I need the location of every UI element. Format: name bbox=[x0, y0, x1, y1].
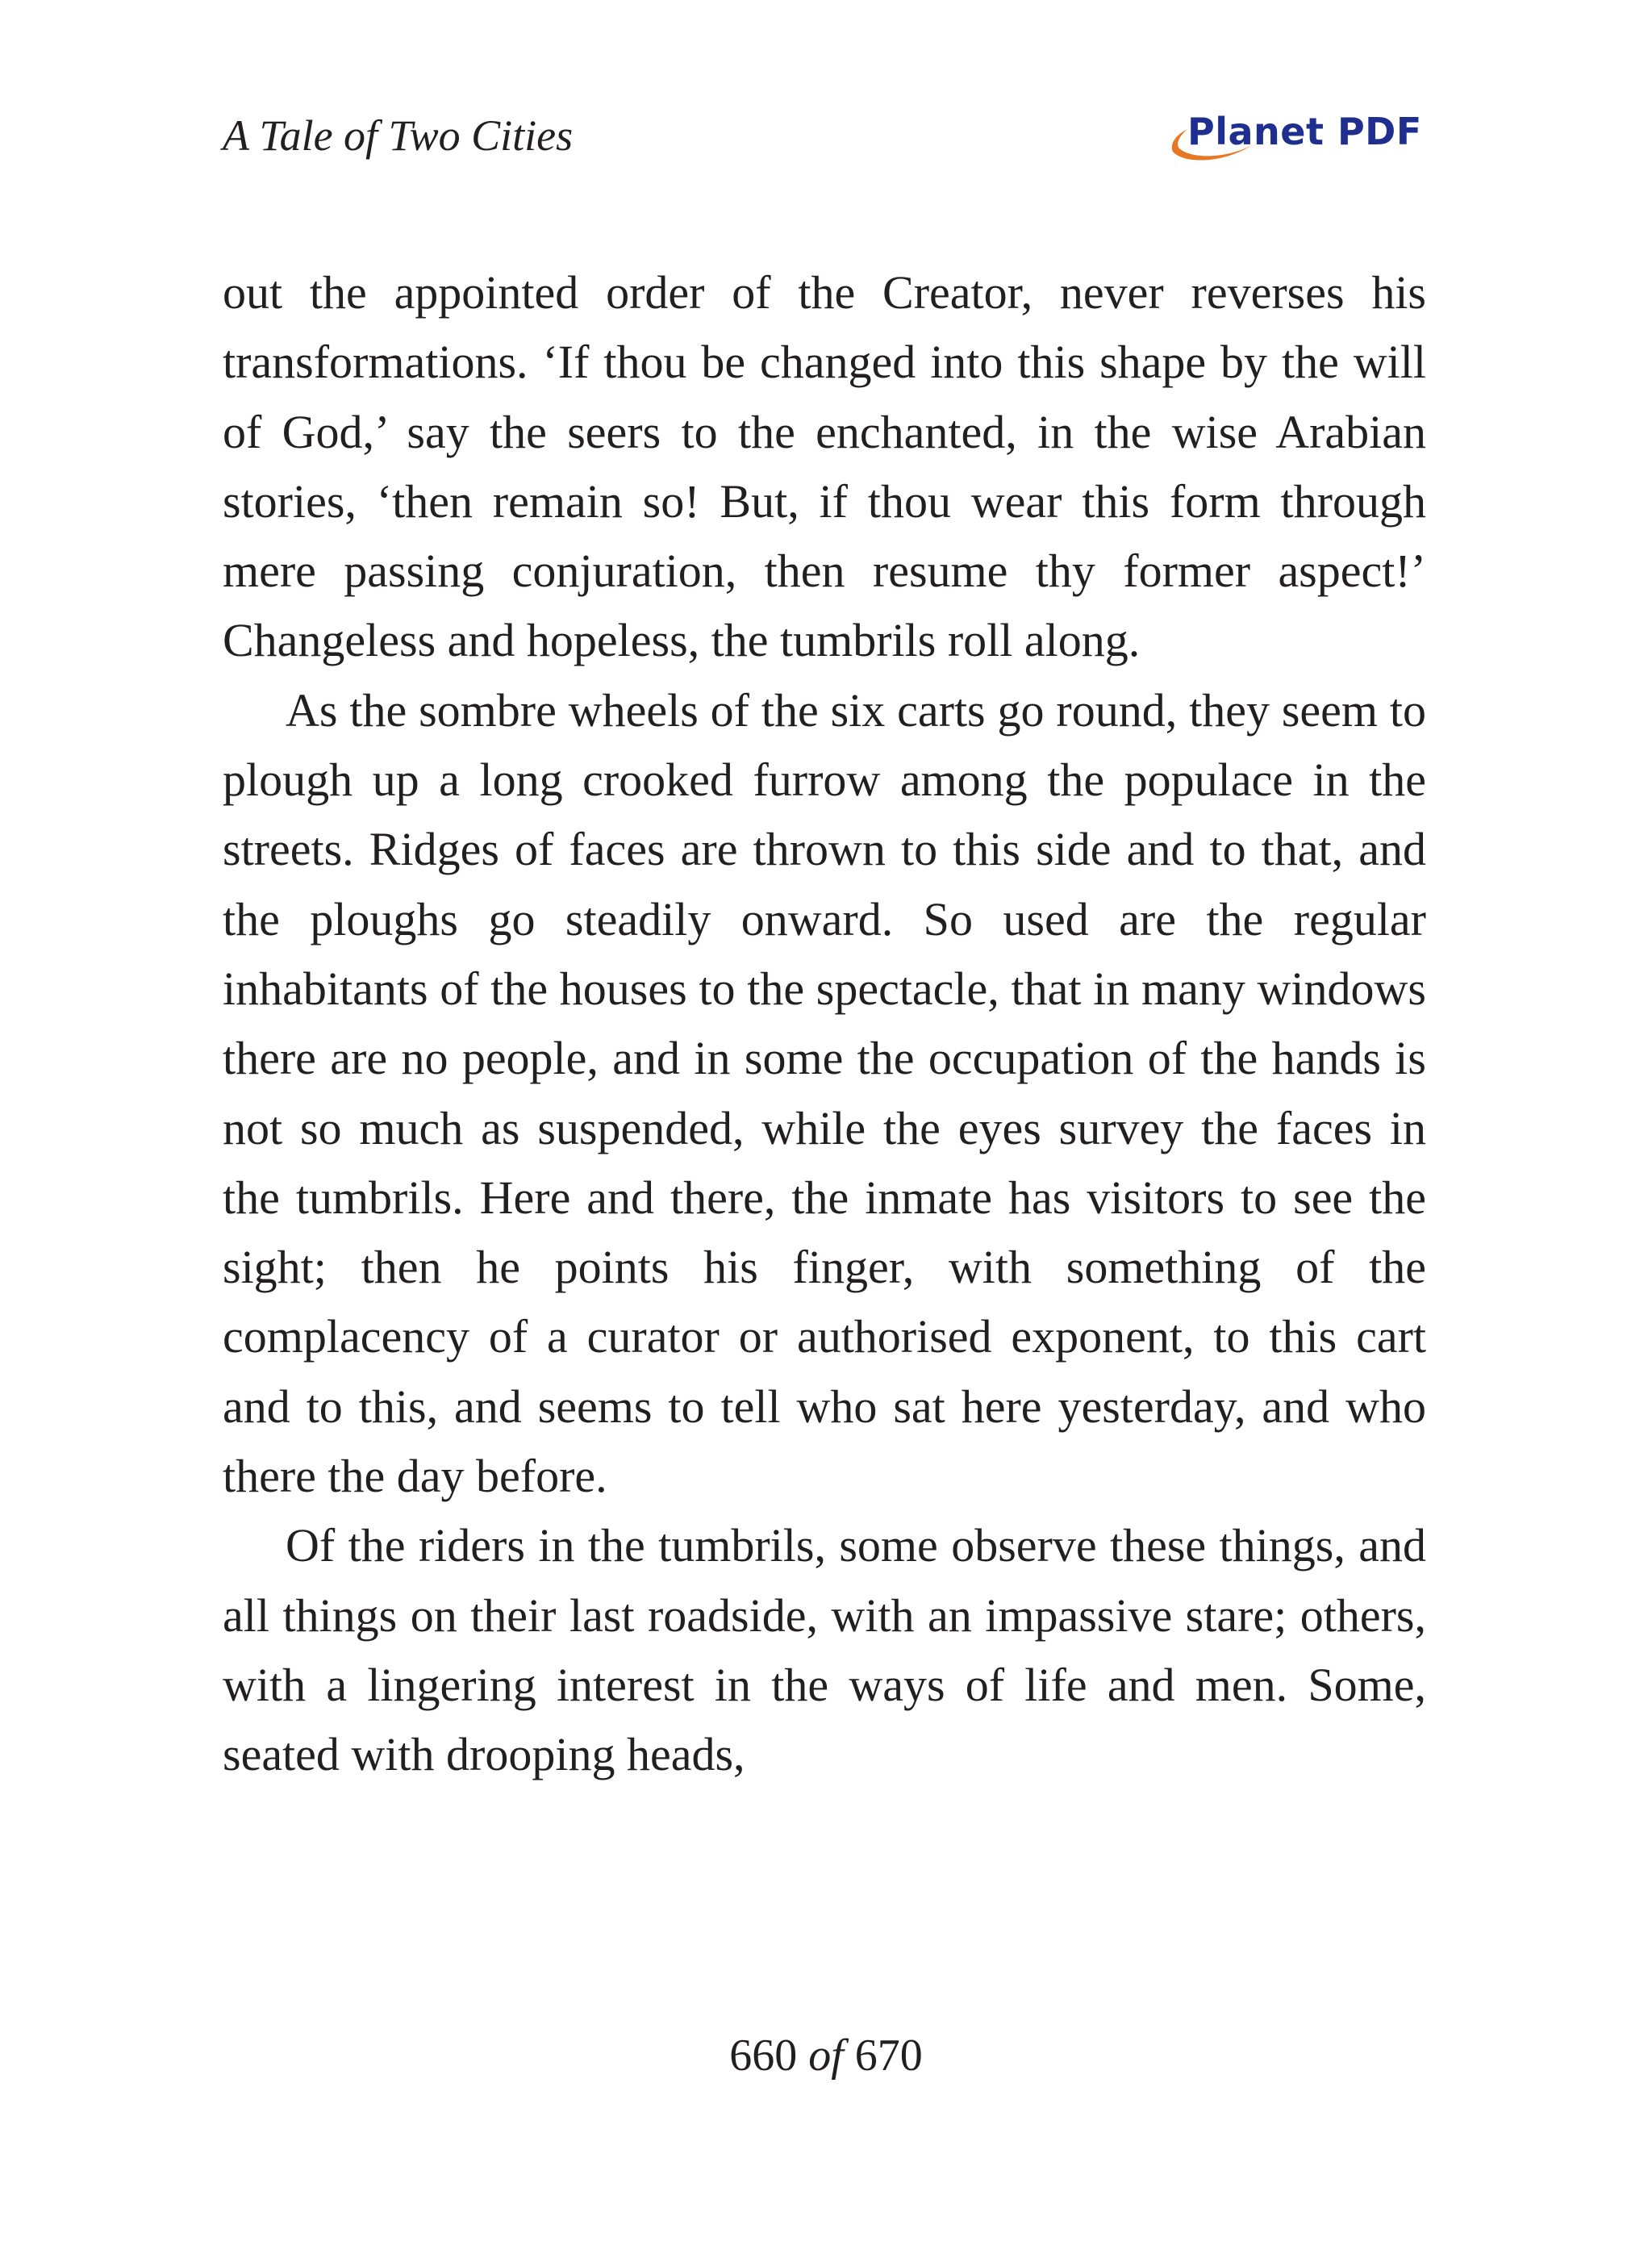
logo-text: Planet PDF bbox=[1187, 110, 1422, 153]
paragraph-1: out the appointed order of the Creator, never reverses his transformations. ‘If thou be changed into this shape by the will of God,’ say the seers to the enchanted, in the wise Arabian stories, ‘then remain so! But, if thou wear this form through mere passing conjuration, then resume thy former aspect!’ Changeless and hopeless, the tumbrils roll along. bbox=[223, 266, 1426, 667]
page-current: 660 bbox=[729, 2031, 798, 2081]
paragraph-2: As the sombre wheels of the six carts go round, they seem to plough up a long crooked furrow among the populace in the streets. Ridges of faces are thrown to this side and to that, and the ploughs go steadily onward. So used are the regular inhabitants of the houses to the spectacle, that in many windows there are no people, and in some the occupation of the hands is not so much as suspended, while the eyes survey the faces in the tumbrils. Here and there, the inmate has visitors to see the sight; then he points his finger, with something of the complacency of a curator or authorised exponent, to this cart and to this, and seems to tell who sat here yesterday, and who there the day before. bbox=[223, 683, 1426, 1503]
page-number bbox=[0, 2023, 1652, 2088]
book-title: A Tale of Two Cities bbox=[223, 111, 574, 160]
paragraph-3: Of the riders in the tumbrils, some observe these things, and all things on their last roadside, with an impassive stare; others, with a lingering interest in the ways of life and men. Some, seated with drooping heads, bbox=[223, 1519, 1426, 1781]
page-total: 670 bbox=[854, 2031, 923, 2081]
body-text bbox=[223, 258, 1426, 1790]
page-of-label: of bbox=[808, 2031, 844, 2081]
planet-pdf-logo bbox=[1168, 105, 1426, 169]
